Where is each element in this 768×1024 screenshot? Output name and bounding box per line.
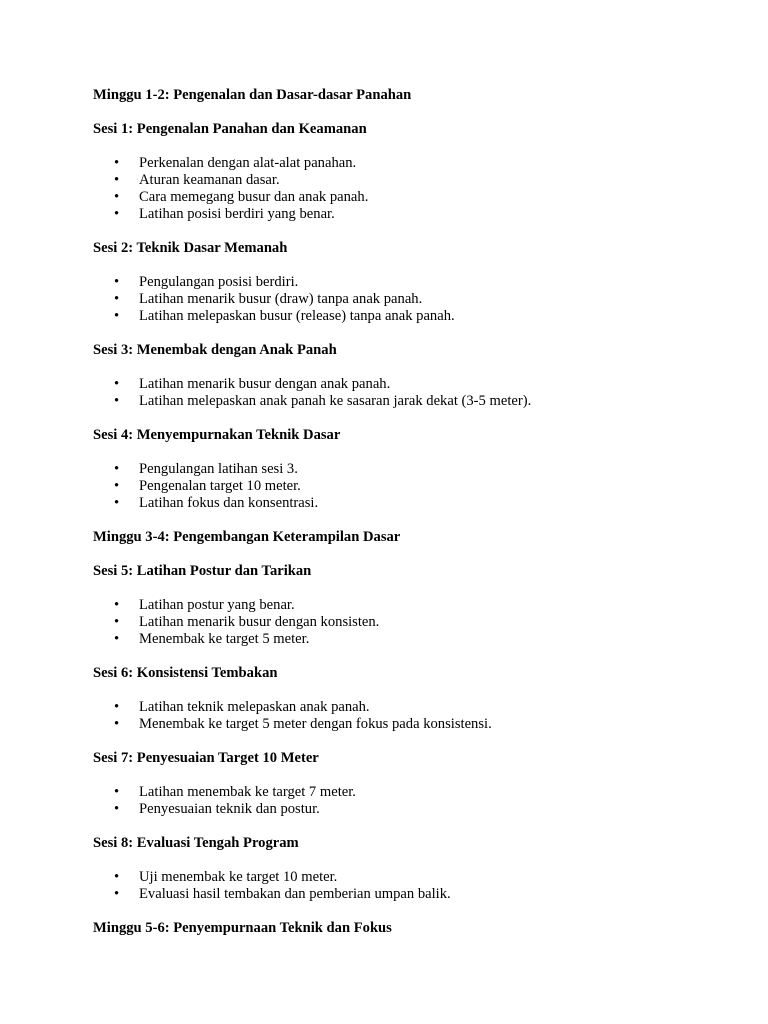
list-item <box>93 376 713 393</box>
bullet-icon: • <box>114 597 120 613</box>
spacer <box>93 257 713 274</box>
list-item <box>93 478 713 495</box>
spacer <box>93 767 713 784</box>
bullet-list <box>93 869 713 903</box>
bullet-icon: • <box>114 172 120 188</box>
bullet-icon: • <box>114 614 120 630</box>
list-item-text: Pengulangan latihan sesi 3. <box>139 461 298 477</box>
list-item <box>93 597 713 614</box>
spacer <box>93 104 713 121</box>
week-heading: Minggu 5-6: Penyempurnaan Teknik dan Fokus <box>93 920 392 936</box>
spacer <box>93 648 713 665</box>
bullet-list <box>93 274 713 325</box>
list-item <box>93 699 713 716</box>
spacer <box>93 818 713 835</box>
spacer <box>93 937 713 954</box>
bullet-icon: • <box>114 155 120 171</box>
list-item-text: Pengulangan posisi berdiri. <box>139 274 299 290</box>
session-section <box>93 665 713 750</box>
week-section <box>93 87 713 121</box>
bullet-list <box>93 784 713 818</box>
list-item-text: Penyesuaian teknik dan postur. <box>139 801 320 817</box>
list-item <box>93 801 713 818</box>
bullet-icon: • <box>114 478 120 494</box>
bullet-icon: • <box>114 699 120 715</box>
session-heading: Sesi 6: Konsistensi Tembakan <box>93 665 278 681</box>
bullet-icon: • <box>114 716 120 732</box>
spacer <box>93 325 713 342</box>
list-item-text: Menembak ke target 5 meter. <box>139 631 310 647</box>
bullet-icon: • <box>114 393 120 409</box>
week-heading: Minggu 3-4: Pengembangan Keterampilan Dasar <box>93 529 401 545</box>
bullet-icon: • <box>114 886 120 902</box>
session-section <box>93 121 713 240</box>
bullet-icon: • <box>114 784 120 800</box>
bullet-list <box>93 597 713 648</box>
bullet-icon: • <box>114 495 120 511</box>
session-heading: Sesi 1: Pengenalan Panahan dan Keamanan <box>93 121 367 137</box>
bullet-list <box>93 461 713 512</box>
spacer <box>93 852 713 869</box>
list-item <box>93 716 713 733</box>
session-heading: Sesi 8: Evaluasi Tengah Program <box>93 835 299 851</box>
spacer <box>93 444 713 461</box>
week-section <box>93 529 713 563</box>
list-item-text: Menembak ke target 5 meter dengan fokus pada konsistensi. <box>139 716 492 732</box>
spacer <box>93 546 713 563</box>
session-section <box>93 240 713 342</box>
list-item-text: Latihan melepaskan busur (release) tanpa anak panah. <box>139 308 455 324</box>
spacer <box>93 512 713 529</box>
list-item-text: Latihan fokus dan konsentrasi. <box>139 495 319 511</box>
list-item-text: Evaluasi hasil tembakan dan pemberian umpan balik. <box>139 886 451 902</box>
session-section <box>93 563 713 665</box>
bullet-icon: • <box>114 189 120 205</box>
list-item-text: Cara memegang busur dan anak panah. <box>139 189 369 205</box>
list-item <box>93 155 713 172</box>
bullet-icon: • <box>114 274 120 290</box>
list-item <box>93 614 713 631</box>
session-section <box>93 427 713 529</box>
session-section <box>93 750 713 835</box>
session-section <box>93 342 713 427</box>
list-item <box>93 206 713 223</box>
week-heading: Minggu 1-2: Pengenalan dan Dasar-dasar Panahan <box>93 87 412 103</box>
list-item-text: Aturan keamanan dasar. <box>139 172 280 188</box>
spacer <box>93 138 713 155</box>
list-item-text: Latihan melepaskan anak panah ke sasaran jarak dekat (3-5 meter). <box>139 393 532 409</box>
bullet-list <box>93 376 713 410</box>
bullet-list <box>93 155 713 223</box>
session-heading: Sesi 5: Latihan Postur dan Tarikan <box>93 563 312 579</box>
bullet-icon: • <box>114 206 120 222</box>
list-item-text: Latihan menarik busur dengan konsisten. <box>139 614 380 630</box>
list-item <box>93 393 713 410</box>
list-item-text: Latihan menembak ke target 7 meter. <box>139 784 356 800</box>
week-section <box>93 920 713 954</box>
document-page <box>93 87 713 954</box>
list-item <box>93 308 713 325</box>
bullet-icon: • <box>114 801 120 817</box>
bullet-list <box>93 699 713 733</box>
session-heading: Sesi 7: Penyesuaian Target 10 Meter <box>93 750 319 766</box>
spacer <box>93 359 713 376</box>
session-heading: Sesi 4: Menyempurnakan Teknik Dasar <box>93 427 341 443</box>
list-item-text: Latihan teknik melepaskan anak panah. <box>139 699 370 715</box>
spacer <box>93 580 713 597</box>
list-item <box>93 189 713 206</box>
list-item-text: Latihan menarik busur (draw) tanpa anak panah. <box>139 291 423 307</box>
spacer <box>93 903 713 920</box>
list-item-text: Latihan postur yang benar. <box>139 597 295 613</box>
bullet-icon: • <box>114 291 120 307</box>
list-item <box>93 495 713 512</box>
list-item <box>93 784 713 801</box>
session-heading: Sesi 2: Teknik Dasar Memanah <box>93 240 288 256</box>
list-item-text: Latihan posisi berdiri yang benar. <box>139 206 335 222</box>
spacer <box>93 410 713 427</box>
list-item <box>93 274 713 291</box>
list-item <box>93 461 713 478</box>
spacer <box>93 733 713 750</box>
bullet-icon: • <box>114 631 120 647</box>
spacer <box>93 682 713 699</box>
session-heading: Sesi 3: Menembak dengan Anak Panah <box>93 342 337 358</box>
list-item-text: Uji menembak ke target 10 meter. <box>139 869 338 885</box>
list-item <box>93 631 713 648</box>
list-item <box>93 886 713 903</box>
bullet-icon: • <box>114 308 120 324</box>
list-item <box>93 869 713 886</box>
list-item-text: Perkenalan dengan alat-alat panahan. <box>139 155 357 171</box>
bullet-icon: • <box>114 461 120 477</box>
list-item <box>93 172 713 189</box>
list-item <box>93 291 713 308</box>
list-item-text: Latihan menarik busur dengan anak panah. <box>139 376 391 392</box>
spacer <box>93 223 713 240</box>
session-section <box>93 835 713 920</box>
bullet-icon: • <box>114 869 120 885</box>
bullet-icon: • <box>114 376 120 392</box>
list-item-text: Pengenalan target 10 meter. <box>139 478 301 494</box>
